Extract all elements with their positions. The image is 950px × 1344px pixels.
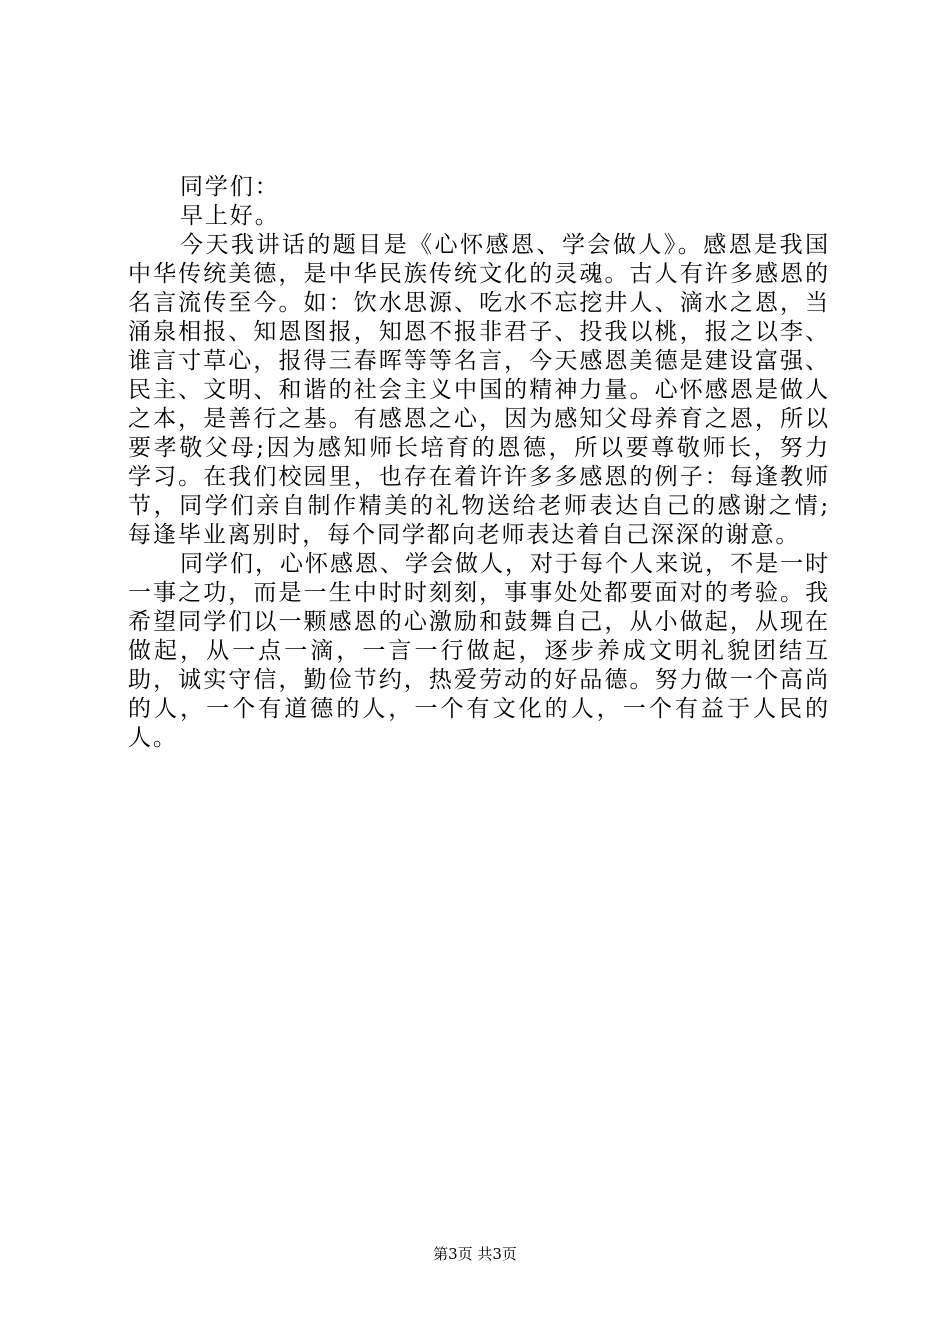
page-number-footer: 第3页 共3页 <box>433 1245 517 1263</box>
closing-paragraph: 同学们，心怀感恩、学会做人，对于每个人来说，不是一时一事之功，而是一生中时时刻刻，事事处处都要面对的考验。我希望同学们以一颗感恩的心激励和鼓舞自己，从小做起，从现在做起，从一点一滴，一言一行做起，逐步养成文明礼貌团结互助，诚实守信，勤俭节约，热爱劳动的好品德。努力做一个高尚的人，一个有道德的人，一个有文化的人，一个有益于人民的人。 <box>128 551 830 751</box>
speech-body <box>128 173 830 753</box>
morning-greeting-paragraph: 早上好。 <box>180 203 280 229</box>
main-paragraph: 今天我讲话的题目是《心怀感恩、学会做人》。感恩是我国中华传统美德，是中华民族传统文化的灵魂。古人有许多感恩的名言流传至今。如：饮水思源、吃水不忘挖井人、滴水之恩，当涌泉相报、知恩图报，知恩不报非君子、投我以桃，报之以李、谁言寸草心，报得三春晖等等名言，今天感恩美德是建设富强、民主、文明、和谐的社会主义中国的精神力量。心怀感恩是做人之本，是善行之基。有感恩之心，因为感知父母养育之恩，所以要孝敬父母;因为感知师长培育的恩德，所以要尊敬师长，努力学习。在我们校园里，也存在着许许多多感恩的例子：每逢教师节，同学们亲自制作精美的礼物送给老师表达自己的感谢之情;每逢毕业离别时，每个同学都向老师表达着自己深深的谢意。 <box>128 232 830 548</box>
greeting-paragraph: 同学们： <box>180 174 280 200</box>
